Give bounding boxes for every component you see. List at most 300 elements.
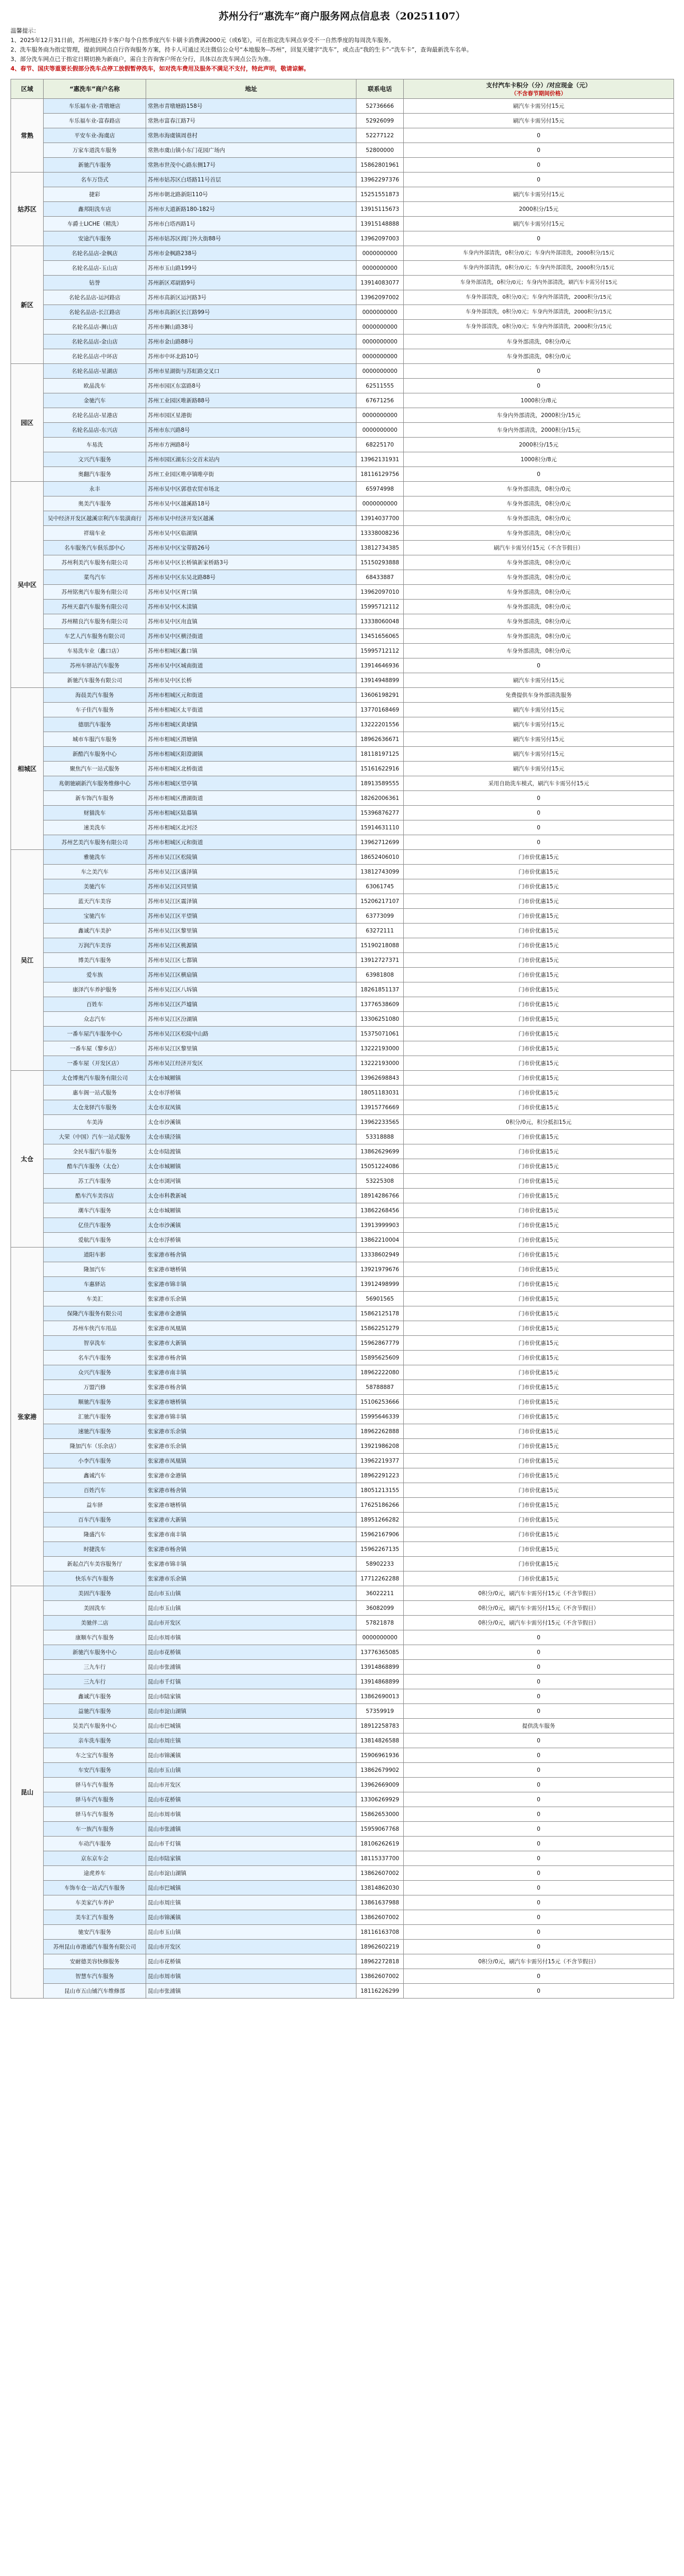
merchant-name: 车乐福车业-富春路店 [44,114,146,128]
notice-block [11,26,673,74]
merchant-name: 一番车屋汽车服务中心 [44,1027,146,1041]
table-row [11,1792,674,1807]
merchant-address: 太仓市城厢镇 [146,1159,356,1174]
merchant-benefit: 刷汽车卡需另付15元 [404,673,674,688]
merchant-name: 捷彩 [44,187,146,202]
merchant-phone: 62511555 [356,379,404,393]
merchant-name: 隆盛汽车 [44,1527,146,1542]
merchant-address: 苏州市相城区元和街道 [146,688,356,703]
merchant-benefit: 0 [404,1895,674,1910]
merchant-benefit: 门市价优惠15元 [404,997,674,1012]
table-row [11,438,674,452]
merchant-address: 苏州市吴江区松陵中山路 [146,1027,356,1041]
merchant-address: 太仓市城厢镇 [146,1203,356,1218]
merchant-address: 昆山市开发区 [146,1778,356,1792]
merchant-benefit: 门市价优惠15元 [404,1189,674,1203]
table-row [11,820,674,835]
merchant-phone: 13862607002 [356,1910,404,1925]
table-row [11,865,674,879]
merchant-benefit: 0 [404,1748,674,1763]
merchant-name: 苏州精良汽车服务有限公司 [44,614,146,629]
merchant-name: 驿马车汽车服务 [44,1807,146,1822]
merchant-address: 苏州市吴中经济开发区越溪 [146,511,356,526]
merchant-benefit: 0 [404,143,674,158]
merchant-benefit: 0 [404,1675,674,1689]
merchant-address: 昆山市周庄镇 [146,1733,356,1748]
merchant-benefit: 门市价优惠15元 [404,909,674,924]
merchant-address: 张家港市杨舍镇 [146,1351,356,1365]
merchant-address: 苏州市吴中区甪直镇 [146,614,356,629]
table-row [11,128,674,143]
merchant-table [11,79,674,1999]
notice-line: 3、部分洗车网点已于指定日期切换为新商户，需自主咨询客户所在分行，具体以在洗车网点公告为准。 [11,56,274,63]
merchant-phone: 13914083077 [356,276,404,290]
merchant-address: 苏州市吴江区黎里镇 [146,1041,356,1056]
table-row [11,349,674,364]
table-row [11,747,674,762]
table-row [11,791,674,806]
merchant-address: 昆山市周庄镇 [146,1895,356,1910]
table-row [11,1248,674,1262]
merchant-address: 张家港市锦丰镇 [146,1409,356,1424]
merchant-phone: 13962097003 [356,231,404,246]
merchant-benefit: 门市价优惠15元 [404,1218,674,1233]
merchant-name: 名轮名品店-星港店 [44,408,146,423]
merchant-phone: 52800000 [356,143,404,158]
merchant-phone: 18262006361 [356,791,404,806]
merchant-address: 昆山市巴城镇 [146,1719,356,1733]
region-cell: 吴中区 [11,482,44,688]
table-body [11,99,674,1999]
merchant-address: 苏州市相城区渭塘镇 [146,732,356,747]
merchant-phone: 15962167906 [356,1527,404,1542]
table-row [11,1660,674,1675]
merchant-benefit: 门市价优惠15元 [404,1027,674,1041]
table-row [11,143,674,158]
merchant-phone: 13776538609 [356,997,404,1012]
merchant-name: 名轮名品店-星湖店 [44,364,146,379]
header-phone: 联系电话 [356,79,404,99]
merchant-phone: 53225308 [356,1174,404,1189]
merchant-phone: 15959067768 [356,1822,404,1837]
merchant-phone: 13306251080 [356,1012,404,1027]
merchant-benefit: 车身内外部清洗，2000积分/15元 [404,408,674,423]
merchant-name: 车易洗 [44,438,146,452]
merchant-phone: 15895625609 [356,1351,404,1365]
header-benefit-label: 支付汽车卡积分（分）/对应现金（元） [486,81,591,89]
merchant-name: 欧晶洗车 [44,379,146,393]
table-row [11,99,674,114]
merchant-address: 常熟市世茂中心路东侧17号 [146,158,356,173]
merchant-name: 潮车汽车服务 [44,1203,146,1218]
merchant-address: 苏州市吴中区临湖镇 [146,526,356,541]
table-row [11,1321,674,1336]
table-row [11,1542,674,1557]
merchant-benefit: 门市价优惠15元 [404,1203,674,1218]
table-row [11,1630,674,1645]
table-row [11,1380,674,1395]
table-row [11,1395,674,1409]
merchant-address: 常熟市富春江路7号 [146,114,356,128]
merchant-address: 苏州市吴江区芦墟镇 [146,997,356,1012]
merchant-name: 名轮名品店-东兴店 [44,423,146,438]
merchant-phone: 63272111 [356,924,404,938]
merchant-phone: 65974998 [356,482,404,496]
merchant-benefit: 0 [404,1837,674,1851]
table-row [11,1822,674,1837]
merchant-name: 祥瑞车业 [44,526,146,541]
merchant-phone: 0000000000 [356,261,404,276]
merchant-phone: 13812734385 [356,541,404,555]
merchant-benefit: 车身外部清洗，0积分/0元 [404,600,674,614]
merchant-benefit: 车身内外部清洗，0积分/0元；车身内外部清洗，2000积分/15元 [404,246,674,261]
merchant-phone: 18051183031 [356,1086,404,1100]
merchant-address: 昆山市周市镇 [146,1630,356,1645]
merchant-phone: 13962297376 [356,173,404,187]
merchant-phone: 13914646936 [356,658,404,673]
merchant-benefit: 0 [404,128,674,143]
table-row [11,1454,674,1468]
table-row [11,703,674,717]
table-row [11,408,674,423]
merchant-address: 张家港市乐余镇 [146,1424,356,1439]
merchant-benefit: 门市价优惠15元 [404,1041,674,1056]
merchant-benefit: 车身外部清洗，0积分/0元；车身内外部清洗，刷汽车卡需另付15元 [404,276,674,290]
merchant-benefit: 门市价优惠15元 [404,850,674,865]
merchant-name: 隆加汽车 [44,1262,146,1277]
merchant-benefit: 门市价优惠15元 [404,1409,674,1424]
merchant-benefit: 门市价优惠15元 [404,1468,674,1483]
merchant-benefit: 0 [404,1763,674,1778]
merchant-address: 昆山市锦溪镇 [146,1910,356,1925]
table-row [11,879,674,894]
merchant-phone: 13962669009 [356,1778,404,1792]
region-cell: 太仓 [11,1071,44,1248]
table-row [11,1866,674,1881]
merchant-address: 苏州市吴中区越溪路18号 [146,496,356,511]
merchant-name: 驿马车汽车服务 [44,1778,146,1792]
merchant-address: 太仓市浏河镇 [146,1174,356,1189]
merchant-address: 苏州市中环北路10号 [146,349,356,364]
sheet [11,0,673,1999]
merchant-benefit: 车身外部清洗，0积分/0元；车身内外部清洗，2000积分/15元 [404,290,674,305]
table-row [11,1940,674,1954]
merchant-address: 苏州市吴江区七都镇 [146,953,356,968]
table-row [11,187,674,202]
merchant-phone: 68225170 [356,438,404,452]
merchant-address: 太仓市浮桥镇 [146,1086,356,1100]
table-row [11,1748,674,1763]
merchant-benefit: 2000积分/15元 [404,202,674,217]
merchant-address: 苏州市园区湖东公交首末站内 [146,452,356,467]
table-row [11,1601,674,1616]
header-region: 区域 [11,79,44,99]
merchant-name: 名轮名品店-金山店 [44,334,146,349]
table-header-row [11,79,674,99]
merchant-phone: 15106253666 [356,1395,404,1409]
merchant-benefit: 0 [404,1733,674,1748]
merchant-name: 美固洗车 [44,1601,146,1616]
table-row [11,1984,674,1999]
merchant-benefit: 刷汽车卡需另付15元 [404,732,674,747]
merchant-benefit: 1000积分/8元 [404,393,674,408]
merchant-benefit: 门市价优惠15元 [404,1557,674,1571]
table-row [11,1351,674,1365]
merchant-address: 苏州市东兴路8号 [146,423,356,438]
merchant-benefit: 0 [404,379,674,393]
header-address: 地址 [146,79,356,99]
merchant-address: 张家港市大新镇 [146,1336,356,1351]
merchant-address: 太仓市璜泾镇 [146,1130,356,1144]
merchant-address: 苏州市相城区北河泾 [146,820,356,835]
table-row [11,1851,674,1866]
merchant-name: 苏州车侠汽车用品 [44,1321,146,1336]
table-row [11,835,674,850]
table-row [11,1027,674,1041]
merchant-benefit: 0 [404,820,674,835]
merchant-phone: 15251551873 [356,187,404,202]
merchant-benefit: 车身外部清洗，0积分/0元 [404,614,674,629]
merchant-benefit: 0 [404,1984,674,1999]
merchant-phone: 0000000000 [356,305,404,320]
merchant-address: 苏州市园区星港街 [146,408,356,423]
merchant-name: 车之美汽车 [44,865,146,879]
merchant-benefit: 0 [404,1660,674,1675]
merchant-name: 钻誉 [44,276,146,290]
table-row [11,511,674,526]
merchant-name: 汇驰汽车服务 [44,1409,146,1424]
page-title: 苏州分行“惠洗车”商户服务网点信息表（20251107） [218,11,466,22]
merchant-phone: 0000000000 [356,364,404,379]
merchant-phone: 13962698843 [356,1071,404,1086]
merchant-phone: 18652406010 [356,850,404,865]
table-row [11,1262,674,1277]
table-row [11,1513,674,1527]
merchant-name: 车爵士LICHE（精洗） [44,217,146,231]
merchant-benefit: 门市价优惠15元 [404,1424,674,1439]
merchant-phone: 13812743099 [356,865,404,879]
merchant-benefit: 门市价优惠15元 [404,1571,674,1586]
merchant-phone: 13222201556 [356,717,404,732]
table-row [11,423,674,438]
merchant-phone: 0000000000 [356,423,404,438]
table-row [11,600,674,614]
merchant-phone: 13915776669 [356,1100,404,1115]
merchant-address: 苏州市姑苏区白塔路11号首层 [146,173,356,187]
merchant-phone: 13912727371 [356,953,404,968]
merchant-phone: 18261851137 [356,982,404,997]
merchant-benefit: 0 [404,1866,674,1881]
merchant-benefit: 0 [404,231,674,246]
merchant-address: 苏州市吴江区八坼镇 [146,982,356,997]
merchant-name: 爱航汽车服务 [44,1233,146,1248]
table-row [11,1174,674,1189]
merchant-name: 安途汽车服务 [44,231,146,246]
merchant-benefit: 刷汽车卡需另付15元 [404,717,674,732]
table-row [11,762,674,776]
merchant-benefit: 2000积分/15元 [404,438,674,452]
merchant-name: 金驰汽车 [44,393,146,408]
merchant-benefit: 0 [404,835,674,850]
merchant-benefit: 0积分/0元，刷汽车卡需另付15元（不含节假日） [404,1954,674,1969]
table-row [11,1763,674,1778]
merchant-address: 太仓市沙溪镇 [146,1115,356,1130]
merchant-phone: 13962219377 [356,1454,404,1468]
merchant-benefit: 0 [404,364,674,379]
table-row [11,1733,674,1748]
merchant-phone: 13921979676 [356,1262,404,1277]
merchant-phone: 13962131931 [356,452,404,467]
merchant-benefit: 门市价优惠15元 [404,865,674,879]
merchant-benefit: 刷汽车卡需另付15元 [404,217,674,231]
merchant-address: 苏州市吴中区木渎镇 [146,600,356,614]
merchant-address: 苏州市相城区黄埭镇 [146,717,356,732]
table-row [11,953,674,968]
merchant-benefit: 门市价优惠15元 [404,1159,674,1174]
table-row [11,1086,674,1100]
merchant-name: 苏州铭奥汽车服务有限公司 [44,585,146,600]
table-row [11,217,674,231]
merchant-phone: 36022211 [356,1586,404,1601]
merchant-benefit: 门市价优惠15元 [404,924,674,938]
table-row [11,1616,674,1630]
table-row [11,1719,674,1733]
merchant-name: 财猫洗车 [44,806,146,820]
merchant-name: 百姓汽车 [44,1483,146,1498]
merchant-name: 奥美汽车服务 [44,496,146,511]
table-row [11,1645,674,1660]
merchant-benefit: 刷汽车卡需另付15元 [404,703,674,717]
region-cell: 新区 [11,246,44,364]
merchant-name: 万家车道洗车服务 [44,143,146,158]
merchant-phone: 18951266282 [356,1513,404,1527]
merchant-benefit: 0 [404,1969,674,1984]
merchant-phone: 57359919 [356,1704,404,1719]
table-row [11,997,674,1012]
table-row [11,894,674,909]
merchant-name: 车一族汽车服务 [44,1822,146,1837]
merchant-address: 昆山市花桥镇 [146,1954,356,1969]
table-row [11,570,674,585]
merchant-phone: 15914631110 [356,820,404,835]
table-row [11,541,674,555]
merchant-address: 苏州市吴江区同里镇 [146,879,356,894]
merchant-benefit: 门市价优惠15元 [404,894,674,909]
merchant-address: 太仓市陆渡镇 [146,1144,356,1159]
notice-line: 1、2025年12月31日前，苏州地区持卡客户每个自然季度汽车卡刷卡消费满2000元（或6笔），可在指定洗车网点享受不一自然季度的每周洗车服务。 [11,37,395,44]
merchant-name: 速美洗车 [44,820,146,835]
merchant-address: 张家港市塘桥镇 [146,1395,356,1409]
merchant-address: 苏州市相城区太平街道 [146,703,356,717]
merchant-phone: 0000000000 [356,1630,404,1645]
merchant-name: 美驰汽车 [44,879,146,894]
merchant-address: 张家港市乐余镇 [146,1292,356,1306]
merchant-name: 蓝天汽车美容 [44,894,146,909]
merchant-name: 苏州昆山市港通汽车服务有限公司 [44,1940,146,1954]
merchant-address: 苏州市相城区元和街道 [146,835,356,850]
merchant-address: 苏州市白塔西路1号 [146,217,356,231]
table-row [11,1144,674,1159]
merchant-phone: 13913999903 [356,1218,404,1233]
table-row [11,1277,674,1292]
merchant-address: 苏州市吴中区长桥 [146,673,356,688]
merchant-phone: 13921986208 [356,1439,404,1454]
merchant-name: 新驰汽车服务中心 [44,1645,146,1660]
merchant-address: 苏州市吴中区郭巷农贸市场北 [146,482,356,496]
merchant-benefit: 门市价优惠15元 [404,938,674,953]
merchant-address: 太仓市浮桥镇 [146,1233,356,1248]
merchant-benefit: 门市价优惠15元 [404,968,674,982]
merchant-address: 张家港市锦丰镇 [146,1277,356,1292]
merchant-address: 张家港市塘桥镇 [146,1262,356,1277]
table-row [11,1203,674,1218]
merchant-address: 张家港市金港镇 [146,1468,356,1483]
merchant-name: 名轮名品店-玉山店 [44,261,146,276]
table-row [11,276,674,290]
merchant-address: 昆山市周市镇 [146,1807,356,1822]
merchant-phone: 17712262288 [356,1571,404,1586]
merchant-benefit: 门市价优惠15元 [404,1454,674,1468]
merchant-name: 众志汽车 [44,1012,146,1027]
notice-heading: 温馨提示： [11,27,39,34]
merchant-benefit: 门市价优惠15元 [404,1395,674,1409]
table-row [11,585,674,600]
table-row [11,1925,674,1940]
header-benefit-note: （不含春节期间价格） [511,90,566,97]
merchant-name: 京东京车会 [44,1851,146,1866]
merchant-benefit: 0 [404,158,674,173]
merchant-address: 苏州市高新区长江路99号 [146,305,356,320]
merchant-address: 苏州市吴江区松陵镇 [146,850,356,865]
merchant-name: 名车万岱式 [44,173,146,187]
merchant-phone: 18106262619 [356,1837,404,1851]
merchant-phone: 18118197125 [356,747,404,762]
merchant-benefit: 车身内外部清洗，0积分/0元；车身内外部清洗，2000积分/15元 [404,261,674,276]
merchant-phone: 13862268456 [356,1203,404,1218]
merchant-name: 康泽汽车养护服务 [44,982,146,997]
merchant-phone: 18116129756 [356,467,404,482]
merchant-benefit: 门市价优惠15元 [404,1498,674,1513]
table-row [11,114,674,128]
merchant-address: 苏州市金山路88号 [146,334,356,349]
merchant-phone: 67671256 [356,393,404,408]
table-row [11,1483,674,1498]
merchant-name: 智慧车汽车服务 [44,1969,146,1984]
merchant-name: 文兴汽车服务 [44,452,146,467]
table-row [11,452,674,467]
table-row [11,1115,674,1130]
merchant-benefit: 提供洗车服务 [404,1719,674,1733]
merchant-address: 苏州市园区东富路8号 [146,379,356,393]
merchant-phone: 13914868899 [356,1675,404,1689]
merchant-phone: 52926099 [356,114,404,128]
merchant-name: 保隆汽车服务有限公司 [44,1306,146,1321]
merchant-name: 宝驰汽车 [44,909,146,924]
region-cell: 张家港 [11,1248,44,1586]
merchant-address: 张家港市锦丰镇 [146,1557,356,1571]
merchant-name: 惠车阁一站式服务 [44,1086,146,1100]
region-cell: 相城区 [11,688,44,850]
table-row [11,1675,674,1689]
merchant-phone: 13962097010 [356,585,404,600]
merchant-address: 苏州市金枫路238号 [146,246,356,261]
merchant-address: 张家港市乐余镇 [146,1571,356,1586]
merchant-phone: 18115337700 [356,1851,404,1866]
merchant-address: 张家港市杨舍镇 [146,1542,356,1557]
header-benefit [404,79,674,99]
merchant-name: 新驰汽车服务有限公司 [44,673,146,688]
merchant-name: 德朋汽车服务 [44,717,146,732]
